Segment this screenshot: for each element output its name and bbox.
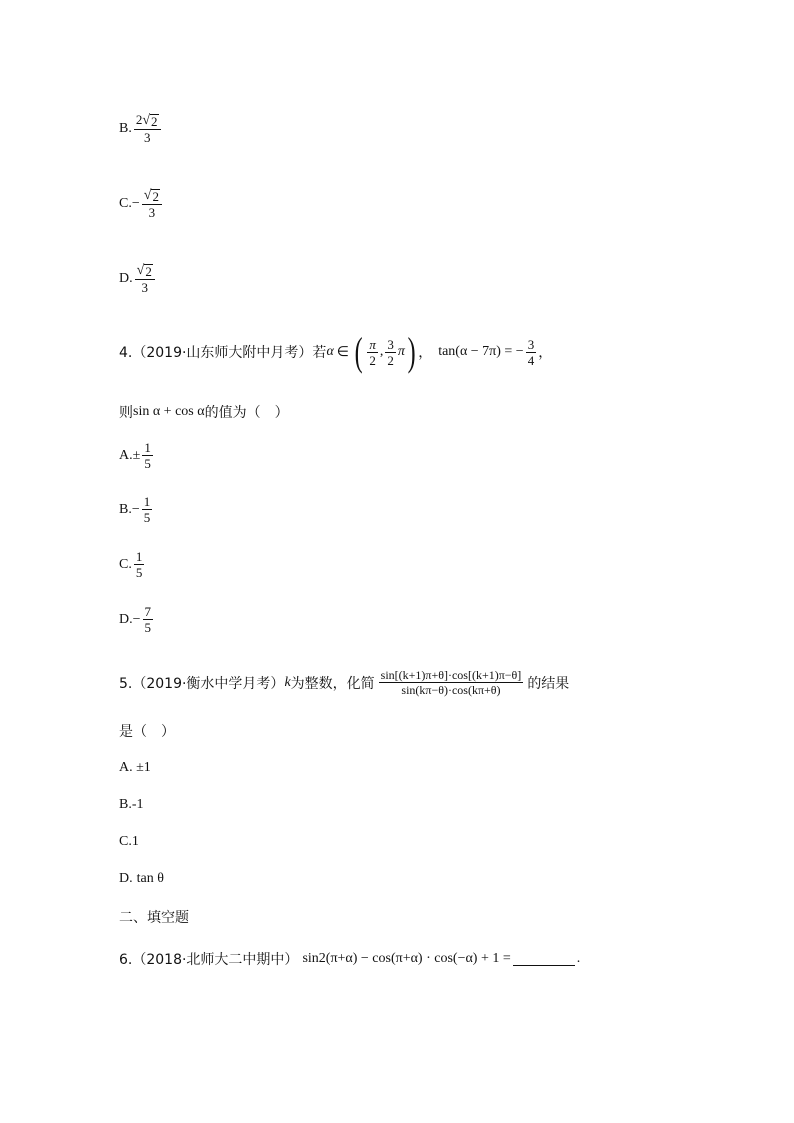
q4-option-d: D. − $\frac{7}{5}$	[119, 604, 152, 635]
option-label: C.	[119, 556, 132, 572]
q4-option-c	[119, 549, 146, 580]
denominator: 3	[143, 130, 151, 145]
q5-option-c: C.1	[119, 834, 139, 849]
fraction: $\frac{7}{5}$	[144, 604, 152, 635]
q5-stem-line1: 5.（2019·衡水中学月考） k 为整数，化简 $\frac{\sin[(k+1)\pi+\theta]\cdot\cos[(k+1)\pi-\theta]}{\sin(k\pi-\theta)\cdot\cos(k\pi+\theta)}$ 的结果	[119, 668, 570, 697]
radicand: 2	[145, 264, 152, 279]
q3-option-b	[119, 112, 163, 145]
sign: −	[131, 195, 140, 211]
fraction: $\frac{1}{5}$	[135, 549, 143, 580]
question-prefix: 5.（2019·衡水中学月考）	[119, 675, 285, 692]
fraction	[134, 112, 161, 145]
q3-option-d	[119, 262, 157, 295]
q6-stem: 6.（2018·北师大二中期中） sin 2 (π+α) − cos(π+α) · cos(−α) + 1 = .	[119, 951, 581, 968]
option-label: A.	[119, 447, 133, 463]
coefficient: 2	[135, 112, 143, 127]
question-prefix: 6.（2018·北师大二中期中）	[119, 952, 299, 968]
section-heading: 二、填空题	[119, 910, 189, 926]
denominator: 3	[148, 205, 156, 220]
q5-option-b: B.-1	[119, 797, 144, 812]
fraction: $\frac{3}{2}$	[387, 336, 394, 368]
q3-option-c	[119, 187, 164, 220]
option-label: B.	[119, 501, 132, 517]
q4-option-a: A. ± $\frac{1}{5}$	[119, 440, 151, 471]
answer-blank[interactable]	[513, 953, 575, 966]
left-paren: (	[354, 329, 363, 374]
sqrt: √ 2	[142, 113, 158, 129]
q5-stem-line2: 是（ ）	[119, 724, 175, 740]
q5-option-a: A. ±1	[119, 760, 151, 775]
fraction-numerator: sin[(k+1)π+θ]·cos[(k+1)π−θ]	[380, 668, 522, 682]
fraction	[135, 262, 155, 295]
option-label: D.	[119, 270, 133, 286]
q4-option-b: B. − $\frac{1}{5}$	[119, 494, 151, 525]
sqrt: √ 2	[143, 188, 159, 204]
fraction: $\frac{3}{4}$	[527, 336, 535, 368]
denominator: 3	[141, 280, 148, 295]
option-label: C.	[119, 195, 132, 211]
option-label: D.	[119, 611, 133, 627]
fraction	[142, 187, 162, 220]
q4-stem-line2: 则 sin α + cos α 的值为（ ）	[119, 404, 289, 421]
fraction: $\frac{\pi}{2}$	[369, 336, 376, 368]
fraction: $\frac{1}{5}$	[143, 494, 151, 525]
sqrt: √ 2	[136, 263, 152, 279]
fraction: $\frac{1}{5}$	[144, 440, 151, 471]
q5-option-d: D. tan θ	[119, 871, 164, 886]
question-prefix: 4.（2019·山东师大附中月考）若	[119, 345, 327, 361]
element-of: ∈	[336, 344, 349, 360]
option-label: B.	[119, 120, 132, 136]
alpha: α	[326, 344, 334, 359]
q4-stem-line1: 4.（2019·山东师大附中月考）若 α ∈ ( $\frac{\pi}{2}$ , $\frac{3}{2}$ π ) ， tan(α − 7π) = − $\frac{3}{4}$ ，	[119, 329, 553, 374]
tan-expression: tan(α − 7π) = −	[438, 344, 524, 359]
sum-expression: sin α + cos α	[133, 404, 205, 419]
radicand: 2	[151, 114, 158, 129]
right-paren: )	[407, 329, 416, 374]
big-fraction	[379, 668, 524, 697]
fraction-denominator: sin(kπ−θ)·cos(kπ+θ)	[401, 683, 501, 697]
radicand: 2	[152, 189, 159, 204]
